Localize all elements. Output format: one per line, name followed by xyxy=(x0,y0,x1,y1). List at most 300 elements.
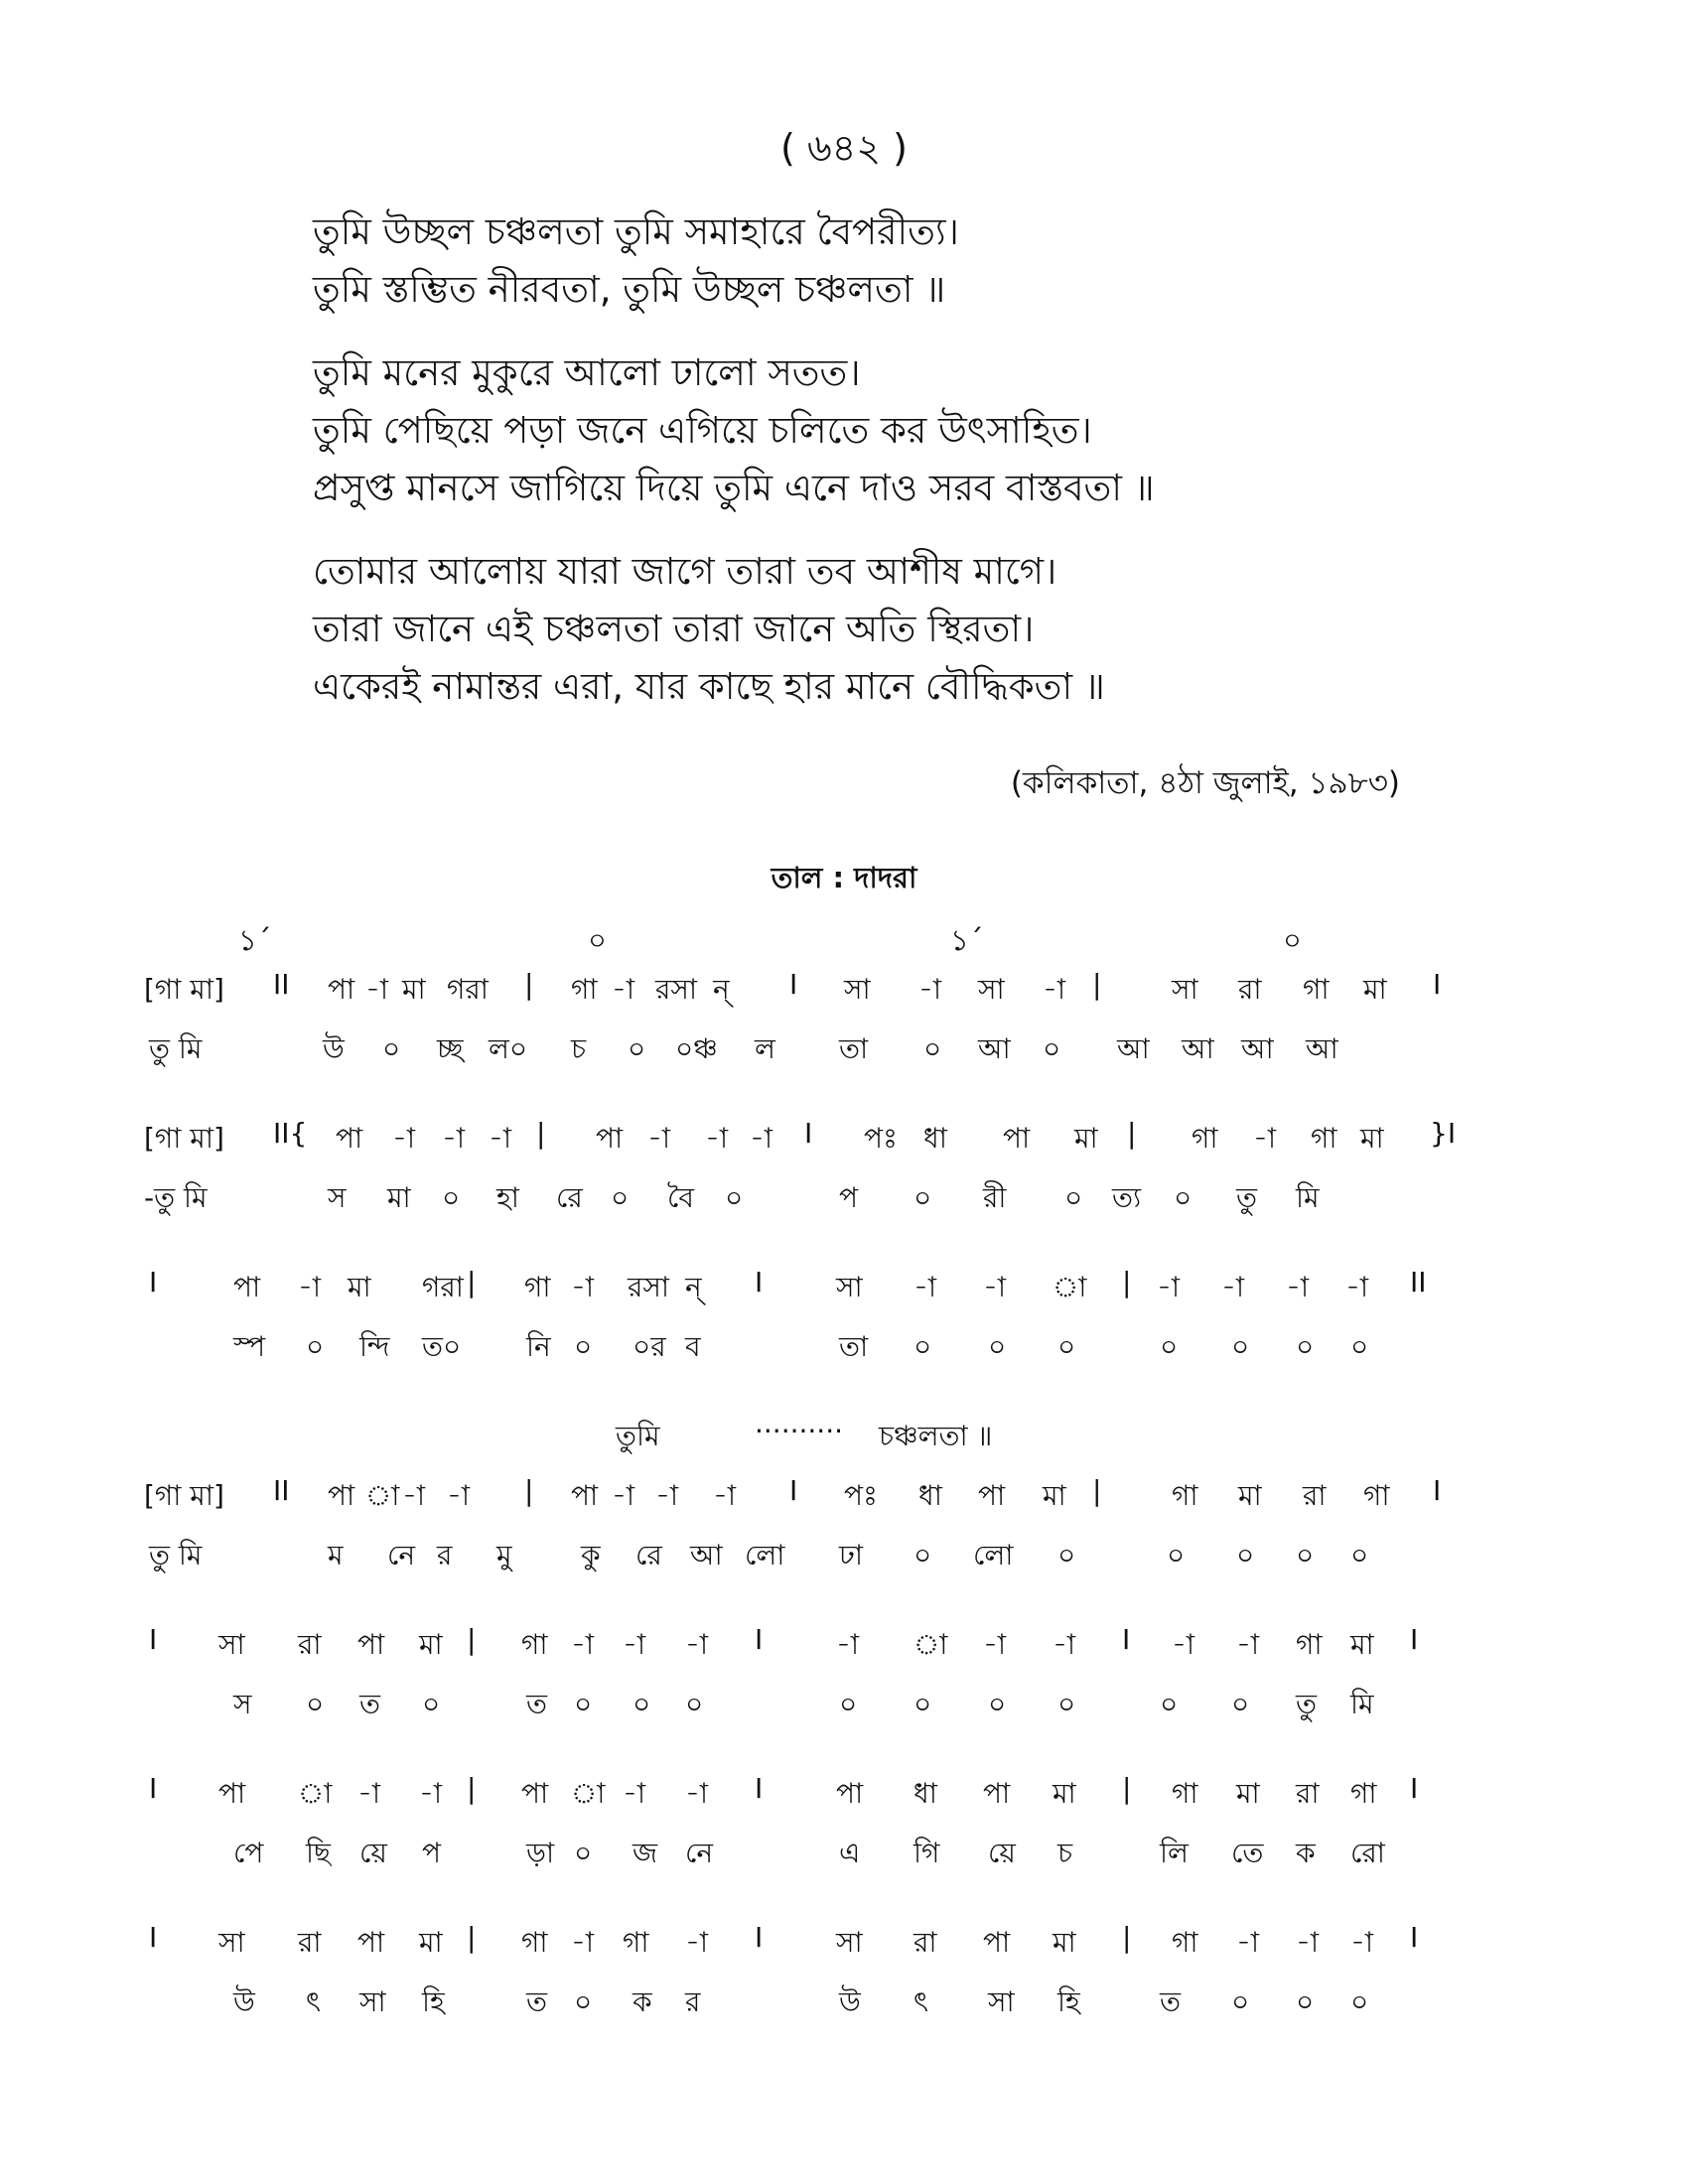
note-symbol: -া xyxy=(1053,1628,1076,1661)
lyric-symbol: রী xyxy=(983,1181,1007,1214)
lyric-symbol: লি xyxy=(1160,1837,1189,1869)
lyric-symbol: ত xyxy=(1160,1985,1182,2018)
lyric-symbol: মা xyxy=(387,1181,411,1214)
lyric-symbol: লো xyxy=(973,1539,1014,1571)
note-row xyxy=(0,1623,1688,1683)
lyric-row xyxy=(0,1683,1688,1742)
note-symbol: পা xyxy=(328,973,355,1006)
lyric-symbol: -তু মি xyxy=(144,1181,208,1214)
note-symbol: া xyxy=(1053,1271,1087,1303)
lyric-symbol: হি xyxy=(1057,1985,1080,2018)
lyric-symbol: ০ xyxy=(382,1032,401,1065)
note-symbol: -া xyxy=(713,1479,737,1512)
lyric-symbol: ল০ xyxy=(489,1032,528,1065)
lyric-symbol: ০ xyxy=(574,1985,593,2018)
lyric-symbol: ৎ xyxy=(306,1985,321,2018)
lyric-symbol: ০ xyxy=(1043,1032,1061,1065)
lyric-symbol: ত্য xyxy=(1112,1181,1142,1214)
note-symbol: II xyxy=(273,968,290,1001)
lyric-symbol: ৎ xyxy=(914,1985,928,2018)
note-symbol: I xyxy=(1410,1623,1419,1656)
note-symbol: -া xyxy=(357,1777,381,1810)
refrain-text: চঞ্চলতা ॥ xyxy=(879,1420,993,1452)
lyric-symbol: ব xyxy=(685,1330,701,1363)
lyric-symbol: ম xyxy=(328,1539,344,1571)
note-symbol: I xyxy=(1433,968,1442,1001)
note-symbol: গা xyxy=(521,1926,548,1959)
refrain-text: ·········· xyxy=(755,1415,844,1447)
note-symbol: সা xyxy=(844,973,871,1006)
lyric-symbol: স xyxy=(328,1181,347,1214)
note-symbol: I xyxy=(149,1921,158,1954)
lyric-symbol: ত xyxy=(526,1688,548,1720)
note-symbol: [গা মা] xyxy=(144,1122,224,1155)
note-symbol: -া xyxy=(705,1122,729,1155)
lyric-symbol: ০ xyxy=(1167,1539,1186,1571)
lyric-symbol: ০ xyxy=(914,1539,932,1571)
note-symbol: I xyxy=(755,1623,764,1656)
notation xyxy=(0,968,1688,2070)
lyric-symbol: ক xyxy=(1296,1837,1316,1869)
note-symbol: -া xyxy=(914,1271,937,1303)
note-symbol: মা xyxy=(1053,1926,1076,1959)
lyric-symbol: ঢা xyxy=(839,1539,863,1571)
note-symbol: গা xyxy=(623,1926,649,1959)
lyric-symbol: তা xyxy=(839,1330,869,1363)
note-symbol: -া xyxy=(571,1628,595,1661)
note-symbol: I xyxy=(1433,1474,1442,1507)
beat-marker: ১´ xyxy=(950,923,984,957)
note-symbol: | xyxy=(1127,1117,1137,1150)
note-symbol: -া xyxy=(685,1777,709,1810)
note-symbol: রা xyxy=(914,1926,937,1959)
note-symbol: I xyxy=(804,1117,813,1150)
lyric-symbol: ০ xyxy=(1057,1539,1076,1571)
note-symbol: া xyxy=(298,1777,333,1810)
refrain-text: তুমি xyxy=(616,1420,660,1452)
note-symbol: গা xyxy=(1303,973,1330,1006)
lyric-symbol: সা xyxy=(359,1985,386,2018)
beat-marker: ০ xyxy=(588,923,607,957)
note-symbol: সা xyxy=(836,1926,863,1959)
note-symbol: মা xyxy=(1350,1628,1374,1661)
lyric-symbol: ছি xyxy=(306,1837,331,1869)
note-symbol: -া xyxy=(836,1628,860,1661)
note-symbol: রা xyxy=(1238,973,1262,1006)
note-symbol: | xyxy=(467,1266,477,1298)
lyric-symbol: ০ xyxy=(633,1688,651,1720)
lyric-symbol: জ xyxy=(633,1837,658,1869)
lyric-symbol: প xyxy=(839,1181,859,1214)
lyric-symbol: ন্দি xyxy=(359,1330,390,1363)
note-symbol: I xyxy=(789,1474,798,1507)
lyric-symbol: লো xyxy=(745,1539,785,1571)
note-symbol: -া xyxy=(1157,1271,1181,1303)
lyric-symbol: গি xyxy=(914,1837,940,1869)
note-symbol: গা xyxy=(1192,1122,1218,1155)
dateline: (কলিকাতা, ৪ঠা জুলাই, ১৯৮৩) xyxy=(1010,765,1400,801)
lyric-symbol: ০ xyxy=(574,1330,593,1363)
lyric-symbol: তু xyxy=(1236,1181,1258,1214)
note-symbol: -া xyxy=(1350,1926,1374,1959)
lyric-symbol: ০ xyxy=(306,1688,325,1720)
note-symbol: া xyxy=(914,1628,948,1661)
note-symbol: পা xyxy=(521,1777,549,1810)
lyric-symbol: ০ xyxy=(988,1330,1007,1363)
note-symbol: রসা xyxy=(655,973,698,1006)
note-symbol: -া xyxy=(365,973,389,1006)
note-symbol: মা xyxy=(1053,1777,1076,1810)
lyric-symbol: ০ xyxy=(1350,1330,1369,1363)
note-symbol: -া xyxy=(1296,1926,1320,1959)
note-symbol: -া xyxy=(1221,1271,1245,1303)
lyric-symbol: ক xyxy=(633,1985,652,2018)
note-symbol: -া xyxy=(1236,1926,1260,1959)
lyric-symbol: রে xyxy=(635,1539,662,1571)
lyric-symbol: ত xyxy=(526,1985,548,2018)
lyric-symbol: মি xyxy=(1296,1181,1320,1214)
note-symbol: পা xyxy=(596,1122,624,1155)
lyric-symbol: আ xyxy=(1182,1032,1214,1065)
lyric-symbol: ল xyxy=(755,1032,775,1065)
lyric-symbol: কু xyxy=(581,1539,601,1571)
lyric-symbol: মু xyxy=(496,1539,512,1571)
note-symbol: II xyxy=(273,1474,290,1507)
note-symbol: | xyxy=(1122,1266,1132,1298)
note-row xyxy=(0,1772,1688,1832)
lyric-symbol: ০ xyxy=(1236,1539,1255,1571)
note-symbol: I xyxy=(1122,1623,1131,1656)
note-row xyxy=(0,1474,1688,1534)
note-symbol: | xyxy=(524,968,534,1001)
lyric-symbol: আ xyxy=(978,1032,1011,1065)
note-symbol: I xyxy=(1410,1772,1419,1805)
note-symbol: | xyxy=(467,1921,477,1954)
poem-line: তুমি স্তম্ভিত নীরবতা, তুমি উচ্ছল চঞ্চলতা ॥ xyxy=(313,268,946,311)
lyric-symbol: ০ xyxy=(1296,1330,1315,1363)
note-symbol: -া xyxy=(623,1628,646,1661)
lyric-symbol: তু মি xyxy=(149,1032,203,1065)
lyric-symbol: নে xyxy=(685,1837,714,1869)
lyric-symbol: হি xyxy=(422,1985,445,2018)
note-symbol: সা xyxy=(836,1271,863,1303)
note-symbol: -া xyxy=(647,1122,671,1155)
note-symbol: | xyxy=(467,1623,477,1656)
note-row xyxy=(0,1266,1688,1325)
note-symbol: I xyxy=(789,968,798,1001)
stanza-1 xyxy=(313,204,1405,319)
lyric-row xyxy=(0,1980,1688,2040)
note-symbol: পা xyxy=(336,1122,363,1155)
lyric-symbol: চ্ছ xyxy=(437,1032,464,1065)
note-symbol: -া xyxy=(1043,973,1066,1006)
note-symbol: রসা xyxy=(628,1271,670,1303)
note-symbol: মা xyxy=(419,1628,443,1661)
lyric-symbol: তে xyxy=(1231,1837,1264,1869)
note-symbol: রা xyxy=(298,1926,322,1959)
lyric-symbol: ত০ xyxy=(422,1330,462,1363)
note-symbol: -া xyxy=(1253,1122,1277,1155)
note-symbol: গা xyxy=(1311,1122,1337,1155)
poem-line: তুমি পেছিয়ে পড়া জনে এগিয়ে চলিতে কর উৎসাহিত। xyxy=(313,409,1092,452)
note-symbol: সা xyxy=(218,1628,245,1661)
lyric-symbol: ০ xyxy=(611,1181,630,1214)
lyric-symbol: উ xyxy=(233,1985,255,2018)
note-symbol: -া xyxy=(419,1777,443,1810)
lyric-row xyxy=(0,1534,1688,1593)
lyric-symbol: আ xyxy=(1241,1032,1274,1065)
lyric-symbol: ০ xyxy=(1231,1985,1250,2018)
poem-line: তারা জানে এই চঞ্চলতা তারা জানে অতি স্থিরতা। xyxy=(313,608,1035,650)
lyric-symbol: তা xyxy=(839,1032,869,1065)
note-symbol: I xyxy=(149,1772,158,1805)
note-symbol: | xyxy=(536,1117,546,1150)
note-symbol: I xyxy=(755,1921,764,1954)
note-symbol: রা xyxy=(1303,1479,1327,1512)
note-symbol: I xyxy=(1410,1921,1419,1954)
note-symbol: -া xyxy=(612,973,635,1006)
lyric-symbol: আ xyxy=(690,1539,723,1571)
note-symbol: -া xyxy=(392,1122,416,1155)
lyric-symbol: ড়া xyxy=(526,1837,555,1869)
lyric-symbol: ০ xyxy=(839,1688,858,1720)
note-symbol: গরা xyxy=(422,1271,464,1303)
lyric-symbol: মি xyxy=(1350,1688,1374,1720)
lyric-symbol: স্প xyxy=(233,1330,266,1363)
note-symbol: -া xyxy=(447,1479,471,1512)
note-symbol: মা xyxy=(402,973,426,1006)
note-symbol: মা xyxy=(1043,1479,1066,1512)
note-symbol: সা xyxy=(978,973,1005,1006)
note-symbol: -া xyxy=(571,1926,595,1959)
note-symbol: | xyxy=(467,1772,477,1805)
lyric-symbol: ০ xyxy=(628,1032,646,1065)
lyric-symbol: ০ xyxy=(1350,1985,1369,2018)
note-symbol: গা xyxy=(1172,1777,1198,1810)
lyric-symbol: ০ xyxy=(1057,1330,1076,1363)
lyric-symbol: ০ xyxy=(1231,1688,1250,1720)
poem-line: তোমার আলোয় যারা জাগে তারা তব আশীষ মাগে। xyxy=(313,550,1057,593)
lyric-symbol: ০ xyxy=(574,1837,593,1869)
lyric-row xyxy=(0,1325,1688,1385)
note-row xyxy=(0,1117,1688,1176)
note-row xyxy=(0,1921,1688,1980)
beat-markers xyxy=(0,918,1688,958)
note-symbol: রা xyxy=(1296,1777,1320,1810)
note-symbol: ধা xyxy=(923,1122,947,1155)
lyric-symbol: চ xyxy=(1057,1837,1073,1869)
note-symbol: পা xyxy=(978,1479,1006,1512)
note-symbol: গা xyxy=(571,973,598,1006)
note-symbol: II xyxy=(1410,1266,1427,1298)
note-symbol: মা xyxy=(1360,1122,1384,1155)
poem-line: তুমি মনের মুকুরে আলো ঢালো সতত। xyxy=(313,351,861,394)
note-symbol: -া xyxy=(750,1122,774,1155)
note-symbol: | xyxy=(524,1474,534,1507)
lyric-symbol: ০ xyxy=(914,1330,932,1363)
lyric-symbol: নি xyxy=(526,1330,551,1363)
note-symbol: পঃ xyxy=(864,1122,898,1155)
lyric-symbol: ০ xyxy=(914,1688,932,1720)
note-symbol: | xyxy=(1122,1921,1132,1954)
note-symbol: -া xyxy=(402,1479,426,1512)
note-symbol: -া xyxy=(655,1479,679,1512)
note-symbol: গা xyxy=(1172,1926,1198,1959)
note-symbol: ন্ xyxy=(685,1271,702,1303)
lyric-symbol: ০ xyxy=(442,1181,461,1214)
lyric-symbol: প xyxy=(422,1837,442,1869)
note-symbol: -া xyxy=(983,1271,1007,1303)
lyric-symbol: ০ xyxy=(923,1032,942,1065)
note-symbol: -া xyxy=(1345,1271,1369,1303)
beat-marker: ১´ xyxy=(238,923,272,957)
note-symbol: মা xyxy=(1074,1122,1098,1155)
tala-title: তাল : দাদরা xyxy=(771,861,917,894)
lyric-symbol: ০ xyxy=(574,1688,593,1720)
stanza-3 xyxy=(313,543,1405,716)
lyric-symbol: ০ xyxy=(725,1181,744,1214)
lyric-symbol: ০ xyxy=(1057,1688,1076,1720)
note-symbol: | xyxy=(1092,1474,1102,1507)
note-row xyxy=(0,968,1688,1027)
stanza-2 xyxy=(313,344,1405,517)
note-symbol: | xyxy=(1122,1772,1132,1805)
note-symbol: -া xyxy=(685,1926,709,1959)
note-symbol: পা xyxy=(357,1926,385,1959)
lyric-symbol: তু মি xyxy=(149,1539,203,1571)
note-symbol: গা xyxy=(1172,1479,1198,1512)
lyric-symbol: ০ xyxy=(1174,1181,1193,1214)
note-symbol: পা xyxy=(233,1271,261,1303)
lyric-row xyxy=(0,1832,1688,1891)
note-symbol: | xyxy=(1092,968,1102,1001)
lyric-symbol: ০ xyxy=(1064,1181,1083,1214)
beat-marker: ০ xyxy=(1283,923,1302,957)
note-symbol: পঃ xyxy=(844,1479,878,1512)
note-symbol: মা xyxy=(1238,1479,1262,1512)
lyric-row xyxy=(0,1027,1688,1087)
lyric-row xyxy=(0,1176,1688,1236)
lyric-symbol: ০ঞ্চ xyxy=(675,1032,718,1065)
lyric-symbol: র xyxy=(685,1985,701,2018)
note-symbol: পা xyxy=(571,1479,599,1512)
poem-line: তুমি উচ্ছল চঞ্চলতা তুমি সমাহারে বৈপরীত্য। xyxy=(313,210,959,253)
note-symbol: মা xyxy=(419,1926,443,1959)
lyric-symbol: উ xyxy=(323,1032,345,1065)
note-symbol: পা xyxy=(983,1926,1011,1959)
poem-line: প্রসুপ্ত মানসে জাগিয়ে দিয়ে তুমি এনে দাও সরব বাস্তবতা ॥ xyxy=(313,467,1155,509)
note-symbol: গরা xyxy=(447,973,489,1006)
lyric-symbol: ০ xyxy=(422,1688,441,1720)
note-symbol: পা xyxy=(836,1777,864,1810)
lyric-symbol: হা xyxy=(496,1181,519,1214)
note-symbol: গা xyxy=(521,1628,548,1661)
note-symbol: II{ xyxy=(273,1117,308,1150)
note-symbol: -া xyxy=(571,1271,595,1303)
note-symbol: মা xyxy=(348,1271,371,1303)
lyric-symbol: ০ xyxy=(914,1181,932,1214)
lyric-symbol: চ xyxy=(571,1032,587,1065)
note-symbol: -া xyxy=(623,1777,646,1810)
note-symbol: সা xyxy=(218,1926,245,1959)
note-symbol: পা xyxy=(328,1479,355,1512)
note-symbol: [গা মা] xyxy=(144,973,224,1006)
lyric-symbol: ০র xyxy=(633,1330,666,1363)
lyric-symbol: নে xyxy=(387,1539,416,1571)
lyric-symbol: র xyxy=(437,1539,453,1571)
note-symbol: পা xyxy=(983,1777,1011,1810)
lyric-symbol: আ xyxy=(1117,1032,1150,1065)
lyric-symbol: সা xyxy=(988,1985,1015,2018)
poem xyxy=(313,204,1405,742)
page-number: ( ৬৪২ ) xyxy=(780,126,908,170)
note-symbol: -া xyxy=(685,1628,709,1661)
note-symbol: [গা মা] xyxy=(144,1479,224,1512)
note-symbol: ধা xyxy=(918,1479,942,1512)
note-symbol: -া xyxy=(489,1122,512,1155)
note-symbol: -া xyxy=(918,973,942,1006)
lyric-symbol: এ xyxy=(839,1837,861,1869)
note-symbol: -া xyxy=(983,1628,1007,1661)
lyric-symbol: রো xyxy=(1350,1837,1385,1869)
lyric-symbol: উ xyxy=(839,1985,861,2018)
note-symbol: গা xyxy=(1350,1777,1377,1810)
note-symbol: I xyxy=(149,1266,158,1298)
note-symbol: গা xyxy=(1363,1479,1390,1512)
note-symbol: া xyxy=(365,1479,400,1512)
note-symbol: মা xyxy=(1363,973,1387,1006)
lyric-symbol: ০ xyxy=(1160,1330,1179,1363)
note-symbol: পা xyxy=(218,1777,246,1810)
note-symbol: -া xyxy=(612,1479,635,1512)
lyric-symbol: ০ xyxy=(306,1330,325,1363)
note-symbol: -া xyxy=(1236,1628,1260,1661)
lyric-symbol: পে xyxy=(233,1837,264,1869)
note-symbol: পা xyxy=(1003,1122,1031,1155)
note-symbol: }I xyxy=(1430,1117,1457,1150)
note-symbol: গা xyxy=(524,1271,551,1303)
note-symbol: -া xyxy=(1172,1628,1196,1661)
lyric-symbol: ত xyxy=(359,1688,381,1720)
lyric-symbol: ০ xyxy=(1296,1539,1315,1571)
note-symbol: গা xyxy=(1296,1628,1323,1661)
note-symbol: I xyxy=(149,1623,158,1656)
lyric-symbol: ০ xyxy=(685,1688,704,1720)
lyric-symbol: তু xyxy=(1296,1688,1318,1720)
note-symbol: সা xyxy=(1172,973,1198,1006)
note-symbol: I xyxy=(755,1266,764,1298)
poem-line: একেরই নামান্তর এরা, যার কাছে হার মানে বৌদ্ধিকতা ॥ xyxy=(313,665,1105,708)
note-symbol: -া xyxy=(298,1271,322,1303)
lyric-symbol: য়ে xyxy=(359,1837,387,1869)
note-symbol: I xyxy=(755,1772,764,1805)
lyric-symbol: ০ xyxy=(988,1688,1007,1720)
refrain-line xyxy=(0,1415,1688,1474)
lyric-symbol: ০ xyxy=(1350,1539,1369,1571)
lyric-symbol: ০ xyxy=(1296,1985,1315,2018)
note-symbol: -া xyxy=(1286,1271,1310,1303)
note-symbol: রা xyxy=(298,1628,322,1661)
note-symbol: -া xyxy=(442,1122,466,1155)
lyric-symbol: স xyxy=(233,1688,252,1720)
lyric-symbol: বৈ xyxy=(667,1181,694,1214)
lyric-symbol: ০ xyxy=(1160,1688,1179,1720)
lyric-symbol: য়ে xyxy=(988,1837,1016,1869)
note-symbol: া xyxy=(571,1777,606,1810)
note-symbol: মা xyxy=(1236,1777,1260,1810)
note-symbol: পা xyxy=(357,1628,385,1661)
note-symbol: ন্ xyxy=(713,973,730,1006)
